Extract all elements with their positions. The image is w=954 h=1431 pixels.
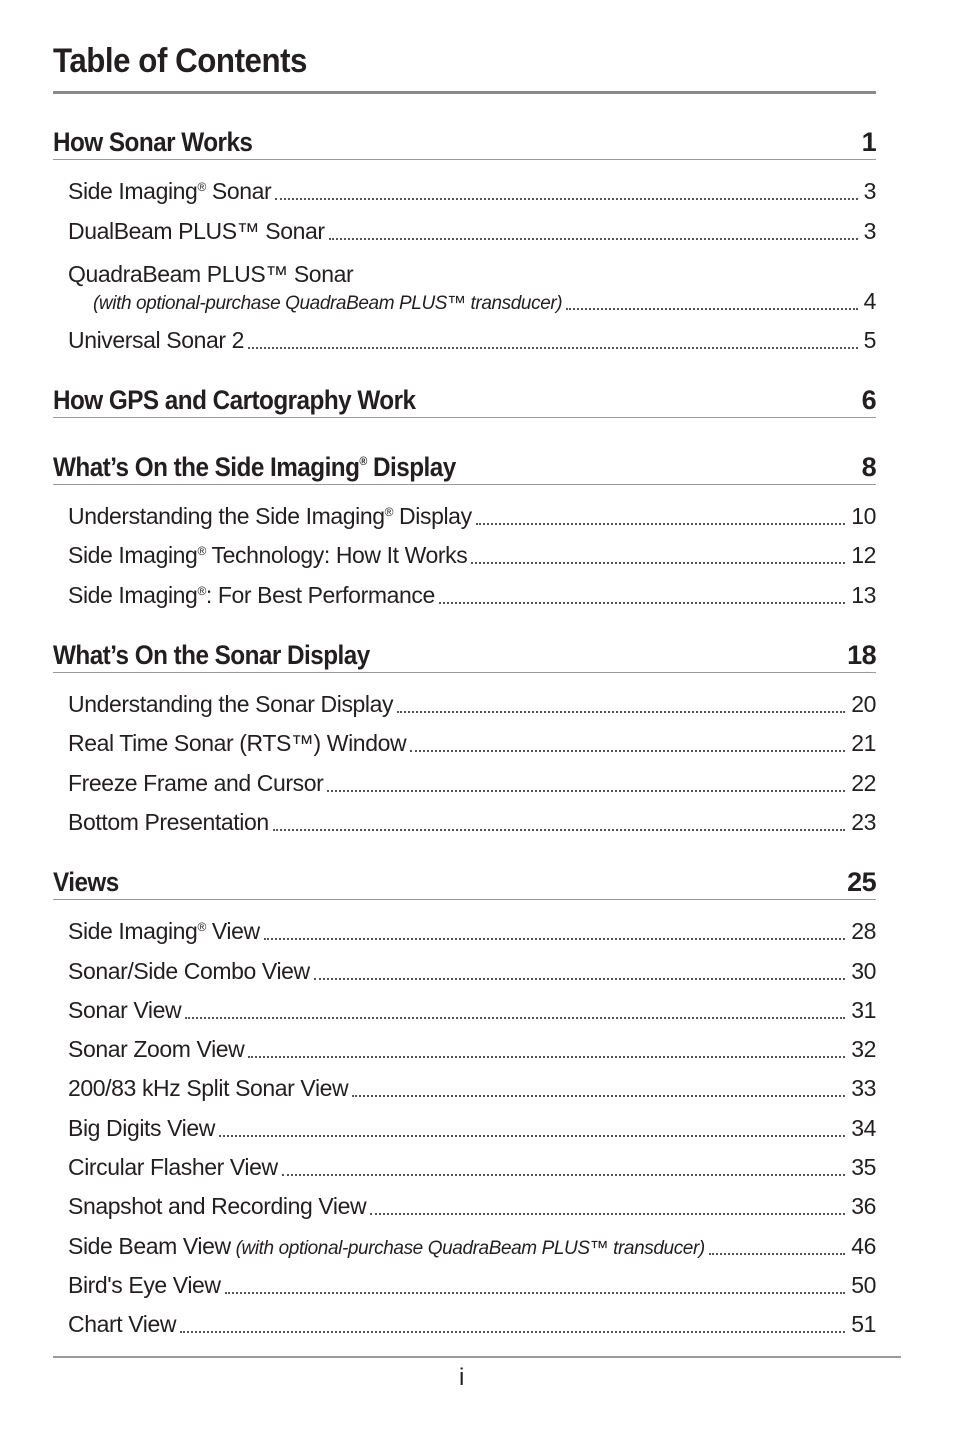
- toc-entry-label: [68, 1193, 366, 1220]
- toc-entry[interactable]: [53, 1220, 876, 1259]
- dot-leader: [180, 1330, 845, 1333]
- toc-entry-label-text: QuadraBeam PLUS™ Sonar: [68, 260, 354, 287]
- toc-section: [53, 633, 876, 836]
- toc-entry-label: [68, 918, 260, 945]
- toc-entry-label: [68, 178, 271, 205]
- toc-entry-label: [68, 958, 310, 985]
- dot-leader: [410, 749, 845, 752]
- registered-mark: ®: [197, 544, 206, 559]
- toc-entry[interactable]: [53, 1024, 876, 1063]
- entry-page-number: 10: [851, 503, 876, 530]
- toc-entry[interactable]: [53, 315, 876, 354]
- entry-page-number: 31: [851, 996, 876, 1023]
- section-heading-label: [53, 867, 119, 898]
- toc-entry-list: [53, 160, 876, 354]
- toc-entry-label-text: Side Imaging: [68, 581, 198, 608]
- section-heading-label: [53, 640, 370, 671]
- toc-entry-label-text: Freeze Frame and Cursor: [68, 769, 324, 796]
- toc-entry[interactable]: [53, 166, 876, 205]
- entry-page-number: 46: [851, 1232, 876, 1259]
- dot-leader: [566, 307, 857, 310]
- dot-leader: [219, 1134, 845, 1137]
- toc-entry-label-text: Sonar Zoom View: [68, 1036, 245, 1063]
- entry-page-number: 32: [851, 1036, 876, 1063]
- section-heading[interactable]: [53, 860, 876, 900]
- toc-entry-label: [68, 997, 181, 1024]
- toc-entry-label-text: Side Imaging: [68, 542, 198, 569]
- dot-leader: [327, 789, 845, 792]
- toc-entry-label-rest: View: [205, 918, 260, 945]
- dot-leader: [248, 1055, 845, 1058]
- entry-page-number: 21: [851, 730, 876, 757]
- toc-entry-label-text: 200/83 kHz Split Sonar View: [68, 1075, 349, 1102]
- toc-entry-label-text: Side Imaging: [68, 178, 198, 205]
- section-heading-label: [53, 127, 252, 158]
- dot-leader: [282, 1173, 845, 1176]
- toc-entry-label-text: DualBeam PLUS™ Sonar: [68, 217, 325, 244]
- entry-page-number: 36: [851, 1193, 876, 1220]
- section-heading-label-text: What’s On the Side Imaging: [53, 451, 360, 482]
- toc-entry[interactable]: [53, 718, 876, 757]
- dot-leader: [264, 937, 845, 940]
- entry-page-number: 20: [851, 691, 876, 718]
- entry-page-number: 4: [863, 287, 876, 314]
- dot-leader: [225, 1291, 846, 1294]
- toc-entry[interactable]: [53, 985, 876, 1024]
- toc-entry[interactable]: [53, 1142, 876, 1181]
- toc-entry[interactable]: [53, 945, 876, 984]
- entry-page-number: 34: [851, 1114, 876, 1141]
- toc-entry-label: [68, 691, 393, 718]
- entry-page-number: 51: [851, 1311, 876, 1338]
- dot-leader: [370, 1212, 845, 1215]
- section-heading[interactable]: [53, 120, 876, 160]
- toc-entry-label-text: Universal Sonar 2: [68, 326, 245, 353]
- section-heading[interactable]: [53, 445, 876, 485]
- toc-entry-label: [68, 1115, 215, 1142]
- toc-entry-label: [68, 503, 472, 530]
- dot-leader: [185, 1016, 845, 1019]
- dot-leader: [709, 1252, 845, 1255]
- dot-leader: [314, 977, 845, 980]
- section-heading-label-text: What’s On the Sonar Display: [53, 639, 370, 670]
- toc-entry-label: [68, 1036, 244, 1063]
- toc-entry-label: [68, 327, 244, 354]
- toc-entry-label-text: Sonar View: [68, 996, 182, 1023]
- toc-entry-label-text: Side Beam View: [68, 1232, 231, 1259]
- registered-mark: ®: [197, 180, 206, 195]
- entry-page-number: 28: [851, 918, 876, 945]
- toc-entry[interactable]: [53, 797, 876, 836]
- toc-entry-label-rest: : For Best Performance: [205, 581, 435, 608]
- registered-mark: ®: [359, 453, 367, 468]
- toc-entry-label-text: Sonar/Side Combo View: [68, 957, 310, 984]
- dot-leader: [329, 237, 858, 240]
- dot-leader: [439, 601, 845, 604]
- toc-entry-label-text: Side Imaging: [68, 918, 198, 945]
- toc-entry[interactable]: [53, 1260, 876, 1299]
- dot-leader: [397, 710, 845, 713]
- toc-entry-label: [68, 1154, 278, 1181]
- toc-entry[interactable]: [53, 757, 876, 796]
- toc-entry-label-text: Bottom Presentation: [68, 808, 269, 835]
- toc-entry-label-text: Real Time Sonar (RTS™) Window: [68, 730, 407, 757]
- toc-entry-label-text: Circular Flasher View: [68, 1154, 278, 1181]
- toc-entry-label-text: Snapshot and Recording View: [68, 1193, 367, 1220]
- registered-mark: ®: [197, 583, 206, 598]
- dot-leader: [248, 346, 858, 349]
- toc-entry-label-text: Bird's Eye View: [68, 1271, 221, 1298]
- section-heading-label-text: How Sonar Works: [53, 127, 253, 157]
- section-heading-label-rest: Display: [366, 451, 456, 482]
- toc-entry[interactable]: [53, 205, 876, 244]
- section-heading[interactable]: [53, 633, 876, 673]
- toc-entry[interactable]: [53, 1181, 876, 1220]
- toc-entry-sub-line: [68, 288, 876, 315]
- toc-entry[interactable]: [53, 245, 876, 315]
- entry-page-number: 30: [851, 957, 876, 984]
- section-page-number: 18: [847, 639, 876, 670]
- registered-mark: ®: [384, 505, 394, 520]
- section-heading-label-text: How GPS and Cartography Work: [53, 384, 416, 415]
- entry-page-number: 22: [851, 769, 876, 796]
- entry-page-number: 13: [851, 581, 876, 608]
- toc-entry-label-rest: Sonar: [205, 178, 272, 205]
- toc-entry-label: [68, 1075, 348, 1102]
- section-page-number: 25: [847, 866, 876, 897]
- toc-entry-label: [68, 809, 269, 836]
- entry-page-number: 5: [863, 326, 876, 353]
- toc-entry-label: [68, 218, 325, 245]
- toc-entry-label-rest: Display: [393, 503, 472, 530]
- toc-entry-title-line: [68, 261, 876, 288]
- section-page-number: 6: [861, 384, 876, 415]
- toc-entry[interactable]: [53, 530, 876, 569]
- toc-section: [53, 120, 876, 354]
- entry-page-number: 23: [851, 808, 876, 835]
- footer-rule: [53, 1356, 901, 1358]
- toc-entry[interactable]: [53, 679, 876, 718]
- toc-entry-label: [68, 730, 406, 757]
- toc-entry[interactable]: [53, 1063, 876, 1102]
- table-of-contents: [53, 120, 876, 1362]
- toc-entry-label: [68, 1311, 176, 1338]
- toc-entry-label: [68, 1233, 705, 1260]
- section-heading[interactable]: [53, 378, 876, 418]
- entry-page-number: 35: [851, 1154, 876, 1181]
- toc-entry[interactable]: [53, 906, 876, 945]
- entry-page-number: 33: [851, 1075, 876, 1102]
- entry-page-number: 3: [863, 217, 876, 244]
- title-rule: [53, 91, 876, 94]
- toc-section: [53, 860, 876, 1338]
- toc-section: [53, 378, 876, 418]
- dot-leader: [471, 561, 845, 564]
- toc-entry-list: [53, 900, 876, 1338]
- footer-page-number: i: [459, 1364, 465, 1391]
- registered-mark: ®: [197, 920, 206, 935]
- toc-entry-label-text: Understanding the Sonar Display: [68, 691, 394, 718]
- toc-entry-label: [68, 582, 435, 609]
- toc-entry-label: [68, 770, 323, 797]
- entry-note: (with optional-purchase QuadraBeam PLUS™ transducer): [230, 1237, 705, 1259]
- section-heading-label: [53, 452, 456, 483]
- section-heading-label: [53, 385, 415, 416]
- toc-entry-label-text: Chart View: [68, 1311, 177, 1338]
- toc-entry-label: [68, 542, 467, 569]
- section-heading-label-text: Views: [53, 866, 119, 897]
- toc-section: [53, 445, 876, 609]
- dot-leader: [275, 197, 857, 200]
- dot-leader: [476, 522, 846, 525]
- dot-leader: [273, 828, 845, 831]
- page-title: Table of Contents: [53, 42, 308, 80]
- section-page-number: 8: [861, 451, 876, 482]
- toc-entry-label: [68, 1272, 221, 1299]
- entry-page-number: 50: [851, 1271, 876, 1298]
- toc-entry-list: [53, 485, 876, 609]
- entry-page-number: 3: [863, 178, 876, 205]
- toc-entry[interactable]: [53, 569, 876, 608]
- toc-entry-label: [68, 261, 353, 288]
- toc-entry-label-text: Big Digits View: [68, 1114, 215, 1141]
- toc-entry-label-rest: Technology: How It Works: [205, 542, 468, 569]
- toc-entry-label-text: Understanding the Side Imaging: [68, 503, 385, 530]
- toc-entry[interactable]: [53, 491, 876, 530]
- entry-note: (with optional-purchase QuadraBeam PLUS™ transducer): [93, 292, 563, 314]
- section-page-number: 1: [861, 127, 876, 157]
- toc-entry[interactable]: [53, 1102, 876, 1141]
- toc-entry[interactable]: [53, 1299, 876, 1338]
- toc-entry-list: [53, 673, 876, 836]
- entry-page-number: 12: [851, 542, 876, 569]
- dot-leader: [352, 1094, 845, 1097]
